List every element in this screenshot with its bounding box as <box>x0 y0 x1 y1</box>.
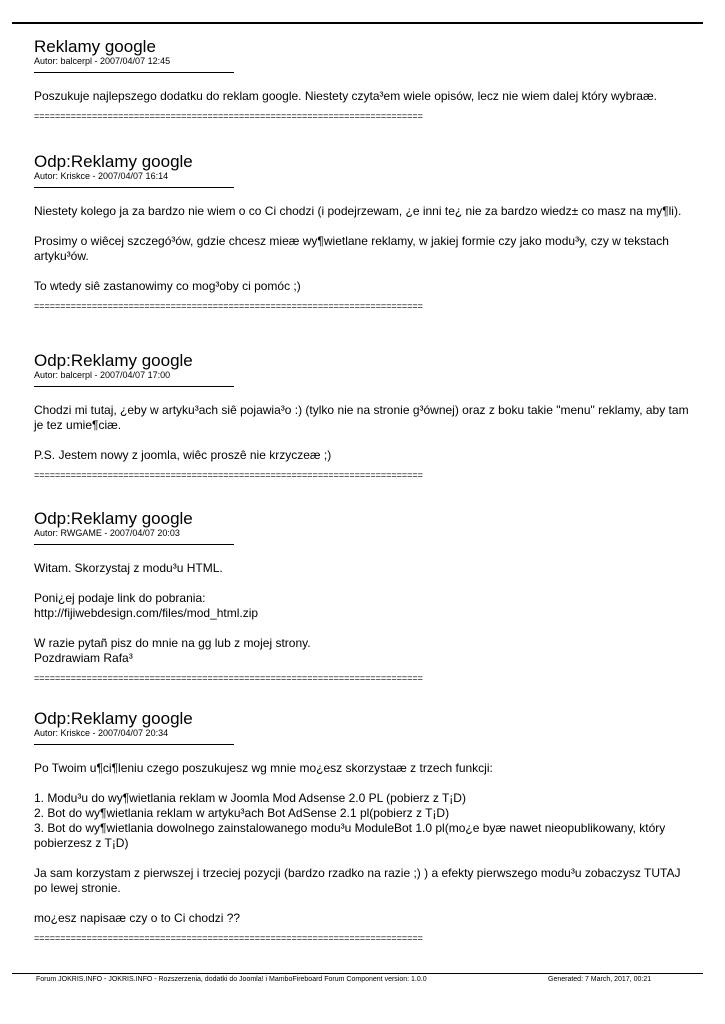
footer-forum-name: Forum JOKRIS.INFO - JOKRIS.INFO - Rozszerzenia, dodatki do Joomla! i Mambo <box>36 976 293 983</box>
meta-rule <box>34 72 234 73</box>
meta-rule <box>34 544 234 545</box>
post-body <box>34 89 694 104</box>
footer-component-version: Fireboard Forum Component version: 1.0.0 <box>292 976 427 983</box>
top-rule <box>12 22 703 24</box>
post-separator: ========================================================================== <box>34 111 423 121</box>
post-title: Odp:Reklamy google <box>34 351 193 370</box>
post-separator: ========================================================================== <box>34 301 423 311</box>
post-paragraph: Ja sam korzystam z pierwszej i trzeciej pozycji (bardzo rzadko na razie ;) ) a efekty pierwszego modu³u zobaczysz TUTAJ po lewej stronie. <box>34 866 681 895</box>
post-2 <box>34 152 694 311</box>
post-body <box>34 403 694 463</box>
post-paragraph: Niestety kolego ja za bardzo nie wiem o co Ci chodzi (i podejrzewam, ¿e inni te¿ nie za bardzo wiedz± co masz na my¶li). <box>34 204 682 218</box>
post-paragraph: 1. Modu³u do wy¶wietlania reklam w Joomla Mod Adsense 2.0 PL (pobierz z T¡D) 2. Bot do wy¶wietlania reklam w artyku³ach Bot AdSense 2.1 pl(pobierz z T¡D) 3. Bot do wy¶wietlania dowolnego zainstalowanego modu³u ModuleBot 1.0 pl(mo¿e byæ nawet nieopublikowany, który pobierzesz z T¡D) <box>34 791 666 850</box>
post-meta: Autor: Kriskce - 2007/04/07 20:34 <box>34 728 169 738</box>
post-paragraph: Po Twoim u¶ci¶leniu czego poszukujesz wg mnie mo¿esz skorzystaæ z trzech funkcji: <box>34 761 493 775</box>
meta-rule <box>34 744 234 745</box>
post-meta: Autor: RWGAME - 2007/04/07 20:03 <box>34 528 180 538</box>
post-body <box>34 561 694 666</box>
post-3 <box>34 351 694 480</box>
post-title: Odp:Reklamy google <box>34 509 193 528</box>
footer-source <box>36 976 427 984</box>
post-4 <box>34 509 694 683</box>
post-paragraph: Chodzi mi tutaj, ¿eby w artyku³ach siê pojawia³o :) (tylko nie na stronie g³ównej) oraz z boku takie "menu" reklamy, aby tam je tez umie¶ciæ. <box>34 403 689 432</box>
post-paragraph: Poszukuje najlepszego dodatku do reklam google. Niestety czyta³em wiele opisów, lecz nie wiem dalej który wybraæ. <box>34 89 657 103</box>
post-paragraph: Prosimy o wiêcej szczegó³ów, gdzie chcesz mieæ wy¶wietlane reklamy, w jakiej formie czy jako modu³y, czy w tekstach artyku³ów. <box>34 234 669 263</box>
post-5 <box>34 709 694 943</box>
post-meta: Autor: balcerpl - 2007/04/07 17:00 <box>34 370 171 380</box>
post-paragraph: Poni¿ej podaje link do pobrania: http://fijiwebdesign.com/files/mod_html.zip <box>34 591 259 620</box>
footer-generated: Generated: 7 March, 2017, 00:21 <box>548 976 652 983</box>
post-1 <box>34 37 694 121</box>
post-meta: Autor: balcerpl - 2007/04/07 12:45 <box>34 56 171 66</box>
meta-rule <box>34 187 234 188</box>
post-body <box>34 761 694 926</box>
post-separator: ========================================================================== <box>34 933 423 943</box>
footer-rule <box>12 973 703 974</box>
post-paragraph: P.S. Jestem nowy z joomla, wiêc proszê nie krzyczeæ ;) <box>34 448 332 462</box>
post-paragraph: mo¿esz napisaæ czy o to Ci chodzi ?? <box>34 911 241 925</box>
post-body <box>34 204 694 294</box>
post-paragraph: W razie pytañ pisz do mnie na gg lub z mojej strony. Pozdrawiam Rafa³ <box>34 636 311 665</box>
meta-rule <box>34 386 234 387</box>
post-paragraph: Witam. Skorzystaj z modu³u HTML. <box>34 561 223 575</box>
post-paragraph: To wtedy siê zastanowimy co mog³oby ci pomóc ;) <box>34 279 301 293</box>
post-meta: Autor: Kriskce - 2007/04/07 16:14 <box>34 171 169 181</box>
post-separator: ========================================================================== <box>34 673 423 683</box>
post-title: Odp:Reklamy google <box>34 709 193 728</box>
post-title: Odp:Reklamy google <box>34 152 193 171</box>
post-title: Reklamy google <box>34 37 156 56</box>
post-separator: ========================================================================== <box>34 470 423 480</box>
